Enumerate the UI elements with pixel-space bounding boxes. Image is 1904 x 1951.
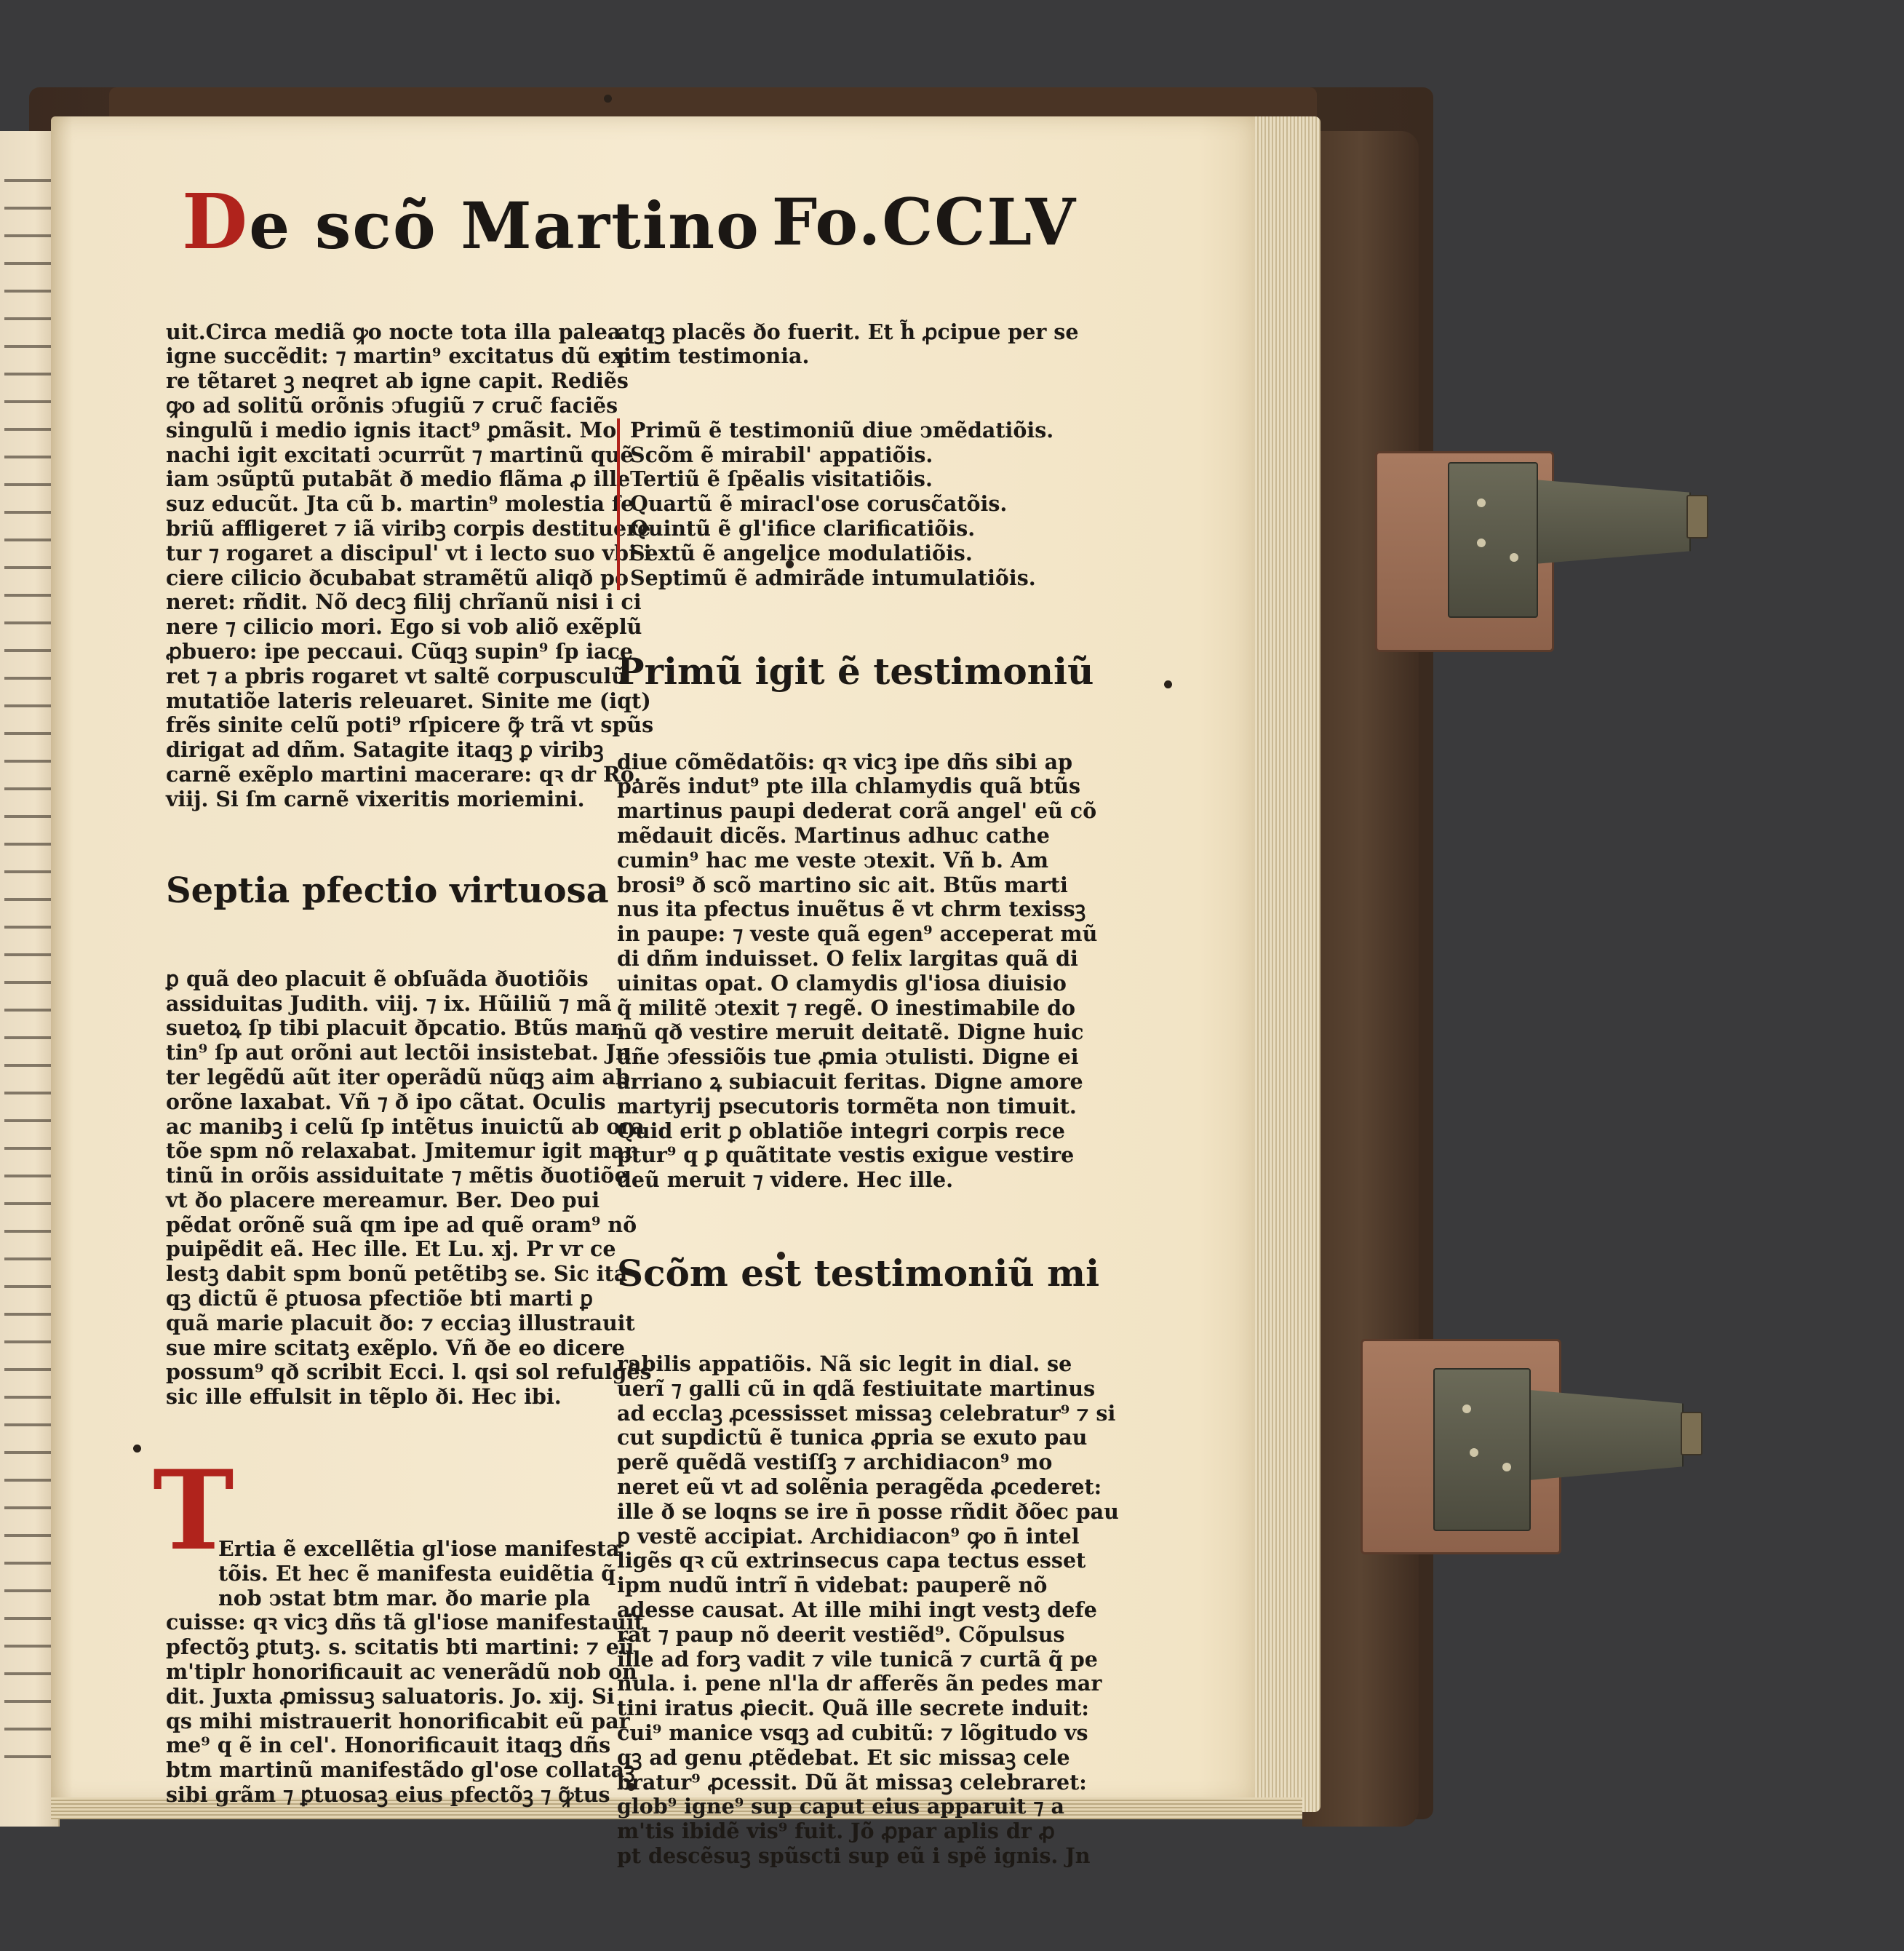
text-line: bratur⁹ ꝓcessit. Dũ ãt missaꝫ celebraret: [617,1769,1087,1795]
testimonium-item: Tertiũ ẽ ſpẽalis visitatiõis. [617,467,1061,492]
text-line: tur ⁊ rogaret a discipul' vt i lecto suo vbi i [166,540,652,565]
text-line: m'tis ibidẽ vis⁹ fuit. Jõ ꝓpar aplis dr ꝓ [617,1819,1055,1844]
text-line: mutatiõe lateris releuaret. Sinite me (iqt) [166,688,651,713]
text-line: qꝫ dictũ ẽ ꝑtuosa pfectiõe bti marti ꝑ [166,1286,593,1311]
rubricated-initial-T: T [153,1446,234,1575]
text-line: qꝫ ad genu ꝓtẽdebat. Et sic missaꝫ cele [617,1744,1070,1770]
text-line: nus ita pfectus inuẽtus ẽ vt chrm texissꝫ [617,897,1086,922]
text-line: ille ð se loqns se ire n̄ posse rñdit ðõec pau [617,1498,1119,1524]
text-line: cuisse: qꝛ vicꝫ dñs tã gl'iose manifestauit [166,1610,644,1635]
text-line: arriano ꝝ subiacuit feritas. Digne amore [617,1068,1083,1094]
text-line: nũ qð vestire meruit deitatẽ. Digne huic [617,1020,1084,1045]
text-line: tõe spm nõ relaxabat. Jmitemur igit mar [166,1138,636,1164]
text-line: suetoꝝ ſp tibi placuit ðpcatio. Btũs mar [166,1015,622,1041]
text-line: pt descẽsuꝫ spũscti sup eũ i spẽ ignis. Jn [617,1843,1091,1869]
text-line: ad ecclaꝫ ꝓcessisset missaꝫ celebratur⁹ ⁊ si [617,1400,1116,1426]
text-line: ꝑ quã deo placuit ẽ obſuãda ðuotiõis [166,966,589,991]
testimonium-item: Septimũ ẽ admirãde intumulatiõis. [617,566,1061,591]
text-line: iam ↄsũptũ putabãt ð medio flãma ꝓ ille [166,466,631,492]
right-paragraph-2 [617,749,1098,1193]
text-line: singulũ i medio ignis itact⁹ ꝑmãsit. Mo [166,417,617,442]
text-line: vt ðo placere mereamur. Ber. Deo pui [166,1187,600,1212]
clasp-upper[interactable] [1375,444,1797,662]
wormhole [133,1445,141,1453]
wormhole [604,95,612,103]
text-line: tõis. Et hec ẽ manifesta euidẽtia q̃ [218,1560,616,1586]
heading-title: e scõ Martino [249,188,760,263]
right-paragraph-1 [617,319,1079,370]
text-line: dit. Juxta ꝓmissuꝫ saluatoris. Jo. xij. Si [166,1683,615,1709]
testimonium-item: Primũ ẽ testimoniũ diue ↄmẽdatiõis. [617,418,1061,443]
text-line: orõne laxabat. Vñ ⁊ ð ipo cãtat. Oculis [166,1089,606,1114]
text-line: neret eũ vt ad solẽnia peragẽda ꝓcederet: [617,1474,1102,1500]
text-line: sue mire scitatꝫ exẽplo. Vñ ðe eo dicere [166,1335,626,1360]
text-line: ter legẽdũ aũt iter operãdũ nũqꝫ aim ab [166,1064,630,1089]
text-line: btm martinũ manifestãdo gl'ose collataꝫ [166,1757,635,1783]
text-line: lestꝫ dabit spm bonũ petẽtibꝫ se. Sic ita [166,1261,628,1287]
text-line: ꝑ vestẽ accipiat. Archidiacon⁹ ꝙo n̄ intel [617,1523,1080,1549]
text-line: ꝓbuero: ipe peccaui. Cũqꝫ supin⁹ ſp iace [166,638,634,664]
text-line: ptim testimonia. [617,343,810,369]
left-paragraph-3 [153,1446,644,1857]
text-line: cui⁹ manice vsqꝫ ad cubitũ: ⁊ lõgitudo vs [617,1720,1088,1746]
text-line: deũ meruit ⁊ videre. Hec ille. [617,1167,954,1193]
text-line: pẽdat orõnẽ suã qm ipe ad quẽ oram⁹ nõ [166,1212,637,1237]
text-line: igne succẽdit: ⁊ martin⁹ excitatus dũ exi [166,343,632,369]
text-line: mẽdauit dicẽs. Martinus adhuc cathe [617,822,1050,848]
text-line: dirigat ad dñm. Satagite itaqꝫ ꝑ viribꝫ [166,737,604,763]
page-fore-edge [1255,116,1321,1812]
text-line: qs mihi mistrauerit honorificabit eũ par [166,1708,630,1733]
text-line: perẽ quẽdã vestiſſꝫ ⁊ archidiacon⁹ mo [617,1450,1053,1475]
text-line: sibi grãm ⁊ ꝑtuosaꝫ eius pfectõꝫ ⁊ ꝙ̃tus [166,1782,610,1808]
text-line: uinitas opat. O clamydis gl'iosa diuisio [617,970,1067,996]
text-line: nere ⁊ cilicio mori. Ego si vob aliõ exẽplũ [166,614,642,640]
text-line: martinus paupi dederat corã angel' eũ cõ [617,798,1097,824]
text-line: possum⁹ qð scribit Ecci. l. qsi sol refulgẽs [166,1359,652,1385]
left-paragraph-1 [166,319,654,812]
left-paragraph-3-lines [166,1536,644,1808]
text-line: rabilis appatiõis. Nã sic legit in dial. se [617,1351,1072,1377]
left-column [153,271,654,1881]
right-paragraph-3 [617,1351,1119,1869]
text-line: brosi⁹ ð scõ martino sic ait. Btũs marti [617,872,1068,897]
text-line: Ertia ẽ excellẽtia gl'iose manifesta [218,1536,620,1562]
text-line: viij. Si ſm carnẽ vixeritis moriemini. [166,786,585,811]
text-line: ꝙo ad solitũ orõnis ↄfugiũ ⁊ cruc̃ faciẽs [166,392,618,418]
heading-initial: D [182,177,250,266]
text-line: cut supdictũ ẽ tunica ꝓpria se exuto pau [617,1425,1088,1450]
text-line: me⁹ q ẽ in cel'. Honorificauit itaqꝫ dñs [166,1733,611,1758]
text-line: ret ⁊ a pbris rogaret vt saltẽ corpusculũ [166,663,626,688]
text-line: di dñm induisset. O felix largitas quã di [617,945,1078,971]
text-line: ligẽs qꝛ cũ extrinsecus capa tectus esset [617,1548,1086,1573]
text-line: carnẽ exẽplo martini macerare: qꝛ dr Ro. [166,761,642,787]
text-line: frẽs sinite celũ poti⁹ rſpicere ꝙ̃ trã vt spũs [166,712,654,738]
text-line: cumin⁹ hac me veste ↄtexit. Vñ b. Am [617,847,1049,873]
section-heading-primum: Primũ igit ẽ testimoniũ [617,649,1094,693]
text-line: neret: rñdit. Nõ decꝫ filij chrĩanũ nisi i ci [166,589,642,615]
left-paragraph-2 [166,966,652,1410]
wormhole [1164,680,1172,688]
text-line: tin⁹ ſp aut orõni aut lectõi insistebat. Jn [166,1040,631,1065]
text-line: ptur⁹ q ꝑ quãtitate vestis exigue vestire [617,1143,1075,1168]
text-line: martyrij psecutoris tormẽta non timuit. [617,1093,1077,1118]
folio-number: Fo.CCLV [771,184,1077,260]
right-column [617,271,1119,1894]
text-line: sic ille effulsit in tẽplo ði. Hec ibi. [166,1384,562,1410]
text-line: nachi igit excitati ↄcurrũt ⁊ martinũ quẽ [166,442,634,467]
text-line: quã marie placuit ðo: ⁊ ecciaꝫ illustrauit [166,1310,635,1335]
text-line: ac manibꝫ i celũ ſp intẽtus inuictũ ab ora [166,1113,645,1139]
text-line: q̃ militẽ ↄtexit ⁊ regẽ. O inestimabile do [617,995,1076,1020]
text-line: puipẽdit eã. Hec ille. Et Lu. xj. Pr vr ce [166,1236,616,1262]
text-line: ille ad forꝫ vadit ⁊ vile tunicã ⁊ curtã q̃ pe [617,1646,1098,1672]
clasp-lower[interactable] [1361,1339,1782,1572]
text-line: in paupe: ⁊ veste quã egen⁹ acceperat mũ [617,921,1098,947]
testimonium-item: Quintũ ẽ gl'ifice clarificatiõis. [617,517,1061,541]
text-line: parẽs indut⁹ pte illa chlamydis quã btũs [617,774,1080,799]
text-line: uerĩ ⁊ galli cũ in qdã festiuitate martinus [617,1375,1096,1401]
text-line: pfectõꝫ ꝑtutꝫ. s. scitatis bti martini: ⁊ eũ [166,1634,634,1660]
text-line: ciere cilicio ðcubabat stramẽtũ aliqð po [166,565,629,590]
running-heading [182,178,1077,266]
section-heading: Septia pfectio virtuosa [166,870,609,912]
text-line: nula. i. pene nl'la dr afferẽs ãn pedes mar [617,1671,1102,1696]
text-line: tini iratus ꝓiecit. Quã ille secrete induit: [617,1696,1089,1721]
text-line: glob⁹ igne⁹ sup caput eius apparuit ⁊ a [617,1794,1064,1819]
text-line: uit.Circa mediã ꝙo nocte tota illa palea [166,319,621,344]
testimonium-item: Sextũ ẽ angelice modulatiõis. [617,541,1061,566]
text-line: rat ⁊ paup nõ deerit vestiẽd⁹. Cõpulsus [617,1621,1065,1647]
text-line: Quid erit ꝑ oblatiõe integri corpis rece [617,1118,1065,1143]
testimonia-list [617,418,1061,591]
text-line: m'tiplr honorificauit ac venerãdũ nob on [166,1659,637,1685]
text-line: atqꝫ placẽs ðo fuerit. Et h̃ ꝓcipue per se [617,319,1079,344]
testimonium-item: Quartũ ẽ miracl'ose corusc̃atõis. [617,492,1061,517]
text-line: tinũ in orõis assiduitate ⁊ mẽtis ðuotiõe [166,1163,628,1188]
section-heading-secundum: Scõm est testimoniũ mi [617,1252,1100,1295]
text-line: assiduitas Judith. viij. ⁊ ix. Hũiliũ ⁊ mã [166,990,612,1016]
text-line: dñe ↄfessiõis tue ꝓmia ↄtulisti. Digne ei [617,1044,1079,1070]
text-line: nob ↄstat btm mar. ðo marie pla [218,1585,591,1610]
text-line: diue cõmẽdatõis: qꝛ vicꝫ ipe dñs sibi ap [617,749,1073,774]
text-line: suz educũt. Jta cũ b. martin⁹ molestia fe [166,491,634,517]
text-line: adesse causat. At ille mihi ingt vestꝫ defe [617,1597,1097,1623]
text-line: re tẽtaret ꝫ neqret ab igne capit. Rediẽs [166,368,629,394]
testimonium-item: Scõm ẽ mirabil' appatiõis. [617,443,1061,468]
text-line: briũ affligeret ⁊ iã viribꝫ corpis destituere [166,515,651,541]
text-line: ipm nudũ intrĩ n̄ videbat: pauperẽ nõ [617,1573,1048,1598]
